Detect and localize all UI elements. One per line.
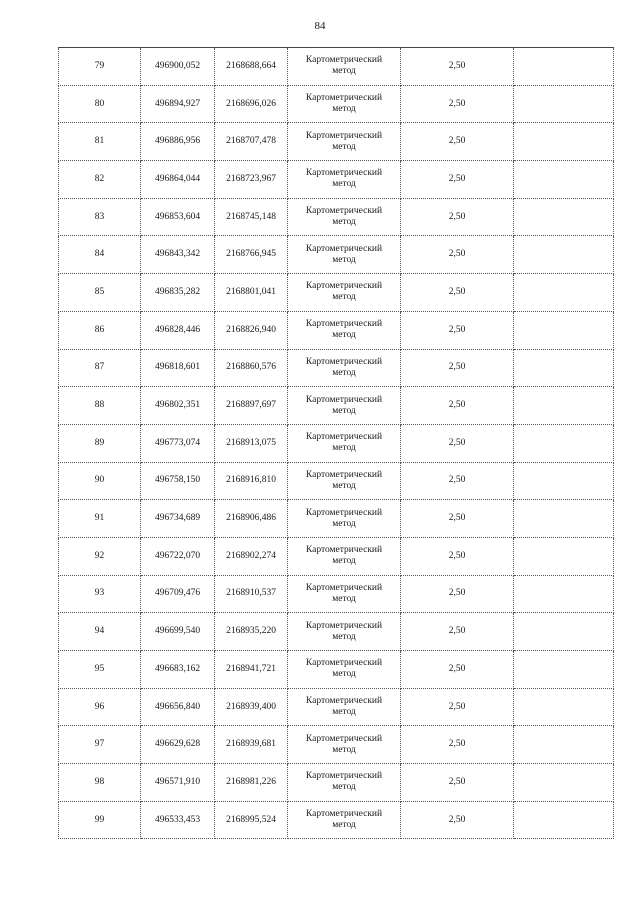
method-text-line: метод	[332, 744, 356, 755]
extra-cell	[514, 688, 614, 726]
y-coordinate-cell: 2168916,810	[215, 462, 288, 500]
method-text-line: Картометрический	[305, 281, 383, 292]
table-row	[59, 85, 614, 123]
table-row	[59, 801, 614, 839]
table-row	[59, 688, 614, 726]
method-text-line: метод	[332, 104, 356, 115]
x-coordinate-cell: 496835,282	[141, 274, 215, 312]
method-text-line: Картометрический	[305, 696, 383, 707]
accuracy-cell: 2,50	[401, 651, 514, 689]
x-coordinate-cell: 496853,604	[141, 198, 215, 236]
method-text-line: Картометрический	[305, 733, 383, 744]
extra-cell	[514, 726, 614, 764]
method-text-line: Картометрический	[305, 356, 383, 367]
extra-cell	[514, 198, 614, 236]
accuracy-cell: 2,50	[401, 387, 514, 425]
extra-cell	[514, 387, 614, 425]
method-text-line: метод	[332, 480, 356, 491]
table-body	[59, 48, 614, 839]
accuracy-cell: 2,50	[401, 462, 514, 500]
method-text-line: Картометрический	[305, 432, 383, 443]
method-cell	[288, 349, 401, 387]
extra-cell	[514, 764, 614, 802]
point-number-cell: 95	[59, 651, 141, 689]
method-text-line: Картометрический	[305, 93, 383, 104]
method-cell	[288, 198, 401, 236]
accuracy-cell: 2,50	[401, 349, 514, 387]
accuracy-cell: 2,50	[401, 537, 514, 575]
point-number-cell: 80	[59, 85, 141, 123]
method-cell	[288, 424, 401, 462]
point-number-cell: 79	[59, 48, 141, 86]
method-text-line: Картометрический	[305, 620, 383, 631]
method-cell	[288, 801, 401, 839]
y-coordinate-cell: 2168939,400	[215, 688, 288, 726]
point-number-cell: 94	[59, 613, 141, 651]
extra-cell	[514, 801, 614, 839]
y-coordinate-cell: 2168995,524	[215, 801, 288, 839]
method-text-line: метод	[332, 367, 356, 378]
method-text-line: метод	[332, 254, 356, 265]
accuracy-cell: 2,50	[401, 123, 514, 161]
extra-cell	[514, 500, 614, 538]
method-cell	[288, 764, 401, 802]
method-cell	[288, 575, 401, 613]
method-cell	[288, 387, 401, 425]
method-text-line: Картометрический	[305, 658, 383, 669]
y-coordinate-cell: 2168939,681	[215, 726, 288, 764]
point-number-cell: 84	[59, 236, 141, 274]
method-cell	[288, 613, 401, 651]
accuracy-cell: 2,50	[401, 85, 514, 123]
extra-cell	[514, 85, 614, 123]
y-coordinate-cell: 2168913,075	[215, 424, 288, 462]
accuracy-cell: 2,50	[401, 688, 514, 726]
method-text-line: метод	[332, 669, 356, 680]
method-text-line: Картометрический	[305, 507, 383, 518]
method-text-line: метод	[332, 631, 356, 642]
y-coordinate-cell: 2168745,148	[215, 198, 288, 236]
point-number-cell: 96	[59, 688, 141, 726]
y-coordinate-cell: 2168897,697	[215, 387, 288, 425]
method-cell	[288, 161, 401, 199]
table-row	[59, 311, 614, 349]
method-text-line: Картометрический	[305, 469, 383, 480]
accuracy-cell: 2,50	[401, 613, 514, 651]
point-number-cell: 93	[59, 575, 141, 613]
x-coordinate-cell: 496828,446	[141, 311, 215, 349]
accuracy-cell: 2,50	[401, 726, 514, 764]
x-coordinate-cell: 496818,601	[141, 349, 215, 387]
accuracy-cell: 2,50	[401, 161, 514, 199]
x-coordinate-cell: 496533,453	[141, 801, 215, 839]
method-text-line: Картометрический	[305, 809, 383, 820]
method-text-line: метод	[332, 217, 356, 228]
method-cell	[288, 537, 401, 575]
method-cell	[288, 500, 401, 538]
extra-cell	[514, 161, 614, 199]
method-text-line: метод	[332, 66, 356, 77]
method-text-line: метод	[332, 443, 356, 454]
method-text-line: метод	[332, 292, 356, 303]
table-row	[59, 575, 614, 613]
table-row	[59, 161, 614, 199]
accuracy-cell: 2,50	[401, 198, 514, 236]
point-number-cell: 90	[59, 462, 141, 500]
point-number-cell: 81	[59, 123, 141, 161]
y-coordinate-cell: 2168906,486	[215, 500, 288, 538]
x-coordinate-cell: 496699,540	[141, 613, 215, 651]
method-cell	[288, 274, 401, 312]
extra-cell	[514, 575, 614, 613]
y-coordinate-cell: 2168688,664	[215, 48, 288, 86]
method-text-line: метод	[332, 405, 356, 416]
y-coordinate-cell: 2168860,576	[215, 349, 288, 387]
point-number-cell: 88	[59, 387, 141, 425]
method-text-line: Картометрический	[305, 130, 383, 141]
x-coordinate-cell: 496758,150	[141, 462, 215, 500]
method-text-line: Картометрический	[305, 582, 383, 593]
method-cell	[288, 311, 401, 349]
method-text-line: метод	[332, 330, 356, 341]
y-coordinate-cell: 2168826,940	[215, 311, 288, 349]
accuracy-cell: 2,50	[401, 48, 514, 86]
table-row	[59, 123, 614, 161]
table-row	[59, 500, 614, 538]
extra-cell	[514, 123, 614, 161]
table-row	[59, 424, 614, 462]
point-number-cell: 98	[59, 764, 141, 802]
method-cell	[288, 236, 401, 274]
extra-cell	[514, 274, 614, 312]
y-coordinate-cell: 2168766,945	[215, 236, 288, 274]
method-text-line: Картометрический	[305, 243, 383, 254]
coordinates-table	[58, 47, 614, 839]
method-cell	[288, 48, 401, 86]
extra-cell	[514, 48, 614, 86]
point-number-cell: 92	[59, 537, 141, 575]
x-coordinate-cell: 496886,956	[141, 123, 215, 161]
table-row	[59, 764, 614, 802]
accuracy-cell: 2,50	[401, 424, 514, 462]
extra-cell	[514, 462, 614, 500]
method-text-line: Картометрический	[305, 771, 383, 782]
point-number-cell: 83	[59, 198, 141, 236]
point-number-cell: 99	[59, 801, 141, 839]
x-coordinate-cell: 496802,351	[141, 387, 215, 425]
y-coordinate-cell: 2168902,274	[215, 537, 288, 575]
page-number: 84	[314, 20, 326, 32]
method-text-line: метод	[332, 782, 356, 793]
table-row	[59, 537, 614, 575]
method-text-line: метод	[332, 820, 356, 831]
point-number-cell: 87	[59, 349, 141, 387]
accuracy-cell: 2,50	[401, 311, 514, 349]
x-coordinate-cell: 496683,162	[141, 651, 215, 689]
extra-cell	[514, 311, 614, 349]
extra-cell	[514, 424, 614, 462]
method-text-line: Картометрический	[305, 319, 383, 330]
y-coordinate-cell: 2168981,226	[215, 764, 288, 802]
point-number-cell: 97	[59, 726, 141, 764]
method-text-line: Картометрический	[305, 55, 383, 66]
method-cell	[288, 85, 401, 123]
table-row	[59, 387, 614, 425]
y-coordinate-cell: 2168801,041	[215, 274, 288, 312]
y-coordinate-cell: 2168941,721	[215, 651, 288, 689]
method-text-line: метод	[332, 518, 356, 529]
method-text-line: метод	[332, 707, 356, 718]
table-row	[59, 48, 614, 86]
accuracy-cell: 2,50	[401, 236, 514, 274]
table-row	[59, 236, 614, 274]
method-text-line: Картометрический	[305, 394, 383, 405]
table-row	[59, 651, 614, 689]
extra-cell	[514, 349, 614, 387]
table-row	[59, 274, 614, 312]
method-text-line: метод	[332, 141, 356, 152]
y-coordinate-cell: 2168707,478	[215, 123, 288, 161]
table-row	[59, 613, 614, 651]
point-number-cell: 89	[59, 424, 141, 462]
y-coordinate-cell: 2168910,537	[215, 575, 288, 613]
table-row	[59, 726, 614, 764]
table-row	[59, 349, 614, 387]
accuracy-cell: 2,50	[401, 801, 514, 839]
point-number-cell: 82	[59, 161, 141, 199]
extra-cell	[514, 651, 614, 689]
y-coordinate-cell: 2168696,026	[215, 85, 288, 123]
extra-cell	[514, 236, 614, 274]
point-number-cell: 85	[59, 274, 141, 312]
method-cell	[288, 462, 401, 500]
x-coordinate-cell: 496864,044	[141, 161, 215, 199]
x-coordinate-cell: 496900,052	[141, 48, 215, 86]
accuracy-cell: 2,50	[401, 575, 514, 613]
table-row	[59, 198, 614, 236]
point-number-cell: 91	[59, 500, 141, 538]
method-text-line: Картометрический	[305, 206, 383, 217]
x-coordinate-cell: 496734,689	[141, 500, 215, 538]
method-cell	[288, 123, 401, 161]
method-text-line: Картометрический	[305, 545, 383, 556]
extra-cell	[514, 613, 614, 651]
x-coordinate-cell: 496843,342	[141, 236, 215, 274]
x-coordinate-cell: 496571,910	[141, 764, 215, 802]
accuracy-cell: 2,50	[401, 764, 514, 802]
method-cell	[288, 726, 401, 764]
y-coordinate-cell: 2168935,220	[215, 613, 288, 651]
x-coordinate-cell: 496722,070	[141, 537, 215, 575]
y-coordinate-cell: 2168723,967	[215, 161, 288, 199]
point-number-cell: 86	[59, 311, 141, 349]
method-text-line: метод	[332, 593, 356, 604]
method-cell	[288, 688, 401, 726]
method-text-line: Картометрический	[305, 168, 383, 179]
table-row	[59, 462, 614, 500]
x-coordinate-cell: 496656,840	[141, 688, 215, 726]
method-text-line: метод	[332, 179, 356, 190]
x-coordinate-cell: 496773,074	[141, 424, 215, 462]
extra-cell	[514, 537, 614, 575]
method-cell	[288, 651, 401, 689]
x-coordinate-cell: 496894,927	[141, 85, 215, 123]
accuracy-cell: 2,50	[401, 500, 514, 538]
accuracy-cell: 2,50	[401, 274, 514, 312]
method-text-line: метод	[332, 556, 356, 567]
x-coordinate-cell: 496709,476	[141, 575, 215, 613]
x-coordinate-cell: 496629,628	[141, 726, 215, 764]
